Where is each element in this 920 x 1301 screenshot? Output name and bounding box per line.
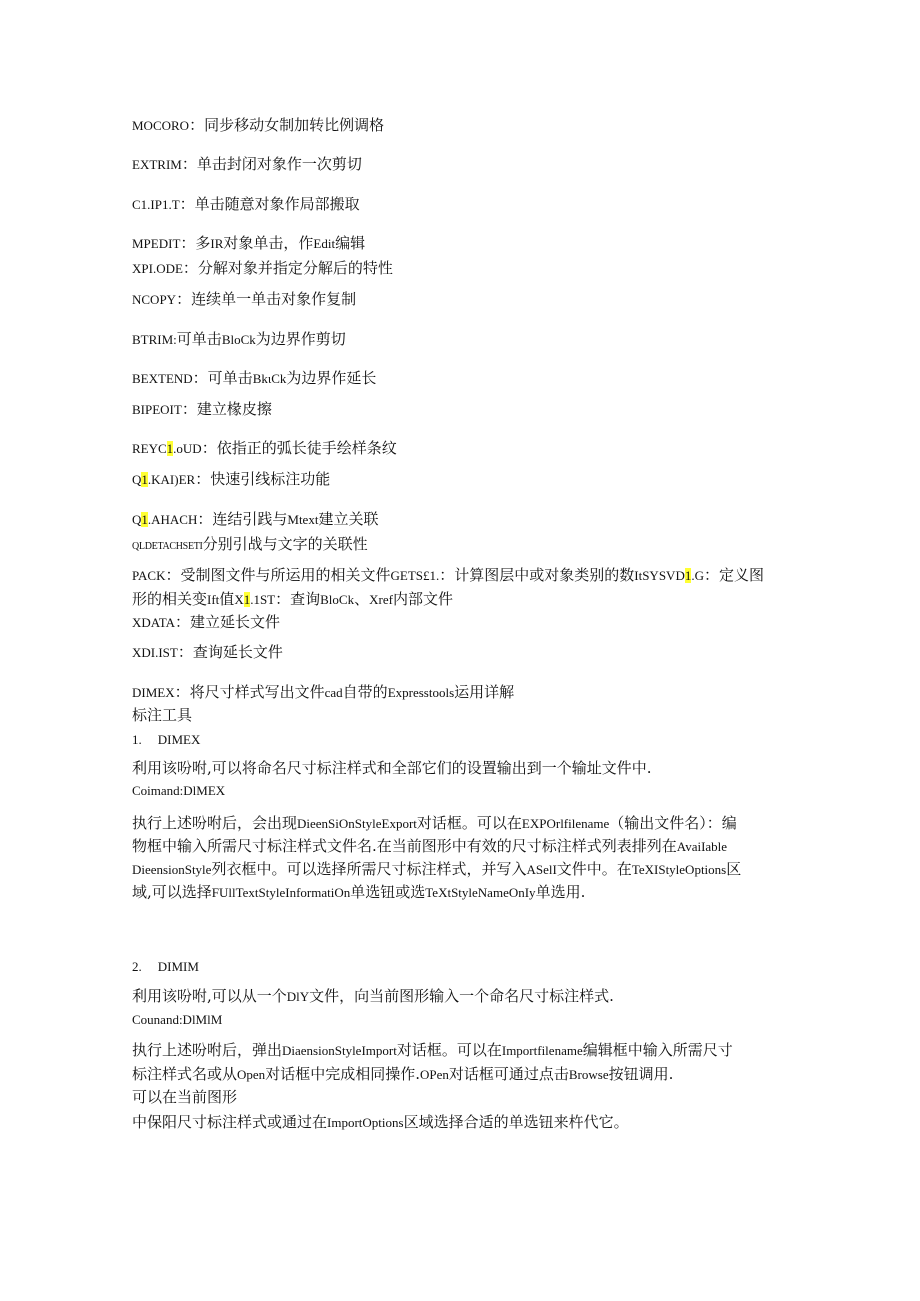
command-name: DIMEX xyxy=(132,685,175,700)
text-segment: ：受制图文件与所运用的相关文件 xyxy=(165,566,391,584)
command-prompt: Coimand:DlMEX xyxy=(132,783,226,798)
command-bextend xyxy=(132,368,792,389)
latin-segment: AvaiIable xyxy=(676,839,728,854)
paragraph-line xyxy=(132,758,792,778)
latin-segment: IR xyxy=(210,236,224,251)
latin-segment: .1ST xyxy=(250,592,276,607)
text-segment: 值 xyxy=(219,590,235,608)
text-segment: 单选钮或选 xyxy=(350,883,426,901)
highlighted-mark: 1 xyxy=(684,568,692,583)
latin-segment: DiaensionStyleImport xyxy=(282,1043,397,1058)
text-segment: 区 xyxy=(726,860,742,878)
command-xplode xyxy=(132,258,792,279)
text-segment: 编辑 xyxy=(335,234,366,252)
latin-segment: ImportOptions xyxy=(327,1115,404,1130)
latin-segment: Bk xyxy=(252,371,268,386)
command-name: BTRIM: xyxy=(132,332,177,347)
command-prompt: Counand:DlMlM xyxy=(132,1012,223,1027)
latin-segment: Ck xyxy=(271,371,287,386)
command-name: XDATA xyxy=(132,615,176,630)
command-xlist-line xyxy=(132,589,792,610)
latin-segment: Xref xyxy=(369,592,393,607)
text-segment: 文件中。在 xyxy=(556,860,632,878)
command-description: ：建立延长文件 xyxy=(175,613,281,631)
command-name: C1.IP1.T xyxy=(132,197,180,212)
text-segment: 域,可以选择 xyxy=(132,883,212,901)
command-description: ：分解对象并指定分解后的特性 xyxy=(182,259,393,277)
text-segment: 利用该吩咐,可以将命名尺寸标注样式和全部它们的设置输出到一个输址文件中. xyxy=(132,759,652,777)
text-segment: 执行上述吩咐后，弹出 xyxy=(132,1041,283,1059)
text-segment: 对象单击，作 xyxy=(223,234,314,252)
text-segment: ：查询 xyxy=(275,590,321,608)
item-title: DIMIM xyxy=(157,959,199,974)
text-segment: 自带的 xyxy=(342,683,388,701)
heading-text: 标注工具 xyxy=(132,706,193,724)
command-description: ：依指正的弧长徒手绘样条纹 xyxy=(201,439,397,457)
command-qlattach xyxy=(132,509,792,530)
command-btrim xyxy=(132,329,792,350)
text-segment: ：可单击 xyxy=(192,369,253,387)
text-segment: 利用该吩咐,可以从一个 xyxy=(132,987,287,1005)
latin-segment: Edit xyxy=(313,236,336,251)
latin-segment: GETS£1. xyxy=(390,568,440,583)
text-segment: 按钮调用. xyxy=(608,1065,674,1083)
paragraph-line xyxy=(132,1040,792,1061)
latin-segment: DlY xyxy=(286,989,310,1004)
command-mpedit xyxy=(132,233,792,254)
text-segment: 为边界作延长 xyxy=(286,369,377,387)
text-segment: 编辑框中输入所需尺寸 xyxy=(582,1041,733,1059)
command-name: QLDETACHSETI xyxy=(132,541,203,552)
highlighted-mark: 1 xyxy=(243,592,251,607)
command-description: ：同步移动女制加转比例调格 xyxy=(189,116,385,134)
command-description: ：查询延长文件 xyxy=(177,643,283,661)
command-name: BIPEOIT xyxy=(132,402,182,417)
numbered-item-2 xyxy=(132,956,792,977)
text-segment: 为边界作剪切 xyxy=(255,330,346,348)
text-segment: 运用详解 xyxy=(454,683,515,701)
command-reycloud xyxy=(132,438,792,459)
command-description: ：建立椽皮擦 xyxy=(181,400,272,418)
command-example xyxy=(132,780,792,801)
latin-segment: OPen xyxy=(419,1067,449,1082)
latin-segment: DieensionStyle xyxy=(132,862,212,877)
text-segment: 区域选择合适的单选钮来杵代它。 xyxy=(403,1113,629,1131)
highlighted-mark: 1 xyxy=(141,472,148,487)
command-extrim xyxy=(132,154,792,175)
text-segment: 对话框。可以在 xyxy=(396,1041,502,1059)
command-name: PACK xyxy=(132,568,166,583)
item-number: 2. xyxy=(132,959,142,974)
text-segment: 对话框。可以在 xyxy=(416,814,522,832)
paragraph-line xyxy=(132,882,792,903)
latin-segment: DieenSiOnStyleExport xyxy=(297,816,417,831)
latin-segment: Mtext xyxy=(287,512,319,527)
paragraph-line xyxy=(132,836,792,857)
command-qldetachset xyxy=(132,534,792,557)
paragraph-line xyxy=(132,1064,792,1085)
latin-segment: .G xyxy=(691,568,704,583)
command-ncopy xyxy=(132,289,792,310)
latin-segment: .AHACH xyxy=(147,512,198,527)
latin-segment: BloCk xyxy=(320,592,355,607)
command-bipeoit xyxy=(132,399,792,420)
paragraph-line xyxy=(132,1087,792,1107)
latin-segment: .oUD xyxy=(173,441,202,456)
text-segment: 物框中输入所需尺寸标注样式文件名.在当前图形中有效的尺寸标注样式列表排列在 xyxy=(132,837,677,855)
command-name: MPEDIT xyxy=(132,236,181,251)
text-segment: ：计算图层中或对象类别的数 xyxy=(439,566,635,584)
command-example xyxy=(132,1009,792,1030)
text-segment: 对话框中完成相同操作. xyxy=(265,1065,420,1083)
paragraph-line xyxy=(132,813,792,834)
command-description: ：单击随意对象作局部搬取 xyxy=(179,195,360,213)
latin-segment: FUllTextStyleInformatiOn xyxy=(211,885,351,900)
text-segment: 文件，向当前图形输入一个命名尺寸标注样式. xyxy=(309,987,614,1005)
latin-segment: TeXtStyleNameOnIy xyxy=(425,885,536,900)
command-name: Q xyxy=(132,472,142,487)
command-pack-line xyxy=(132,565,792,586)
latin-segment: BloCk xyxy=(221,332,256,347)
latin-segment: Importfilename xyxy=(501,1043,583,1058)
latin-segment: Expresstools xyxy=(387,685,455,700)
item-number: 1. xyxy=(132,732,142,747)
latin-segment: ASelI xyxy=(526,862,557,877)
command-name: EXTRIM xyxy=(132,157,182,172)
text-segment: （输出文件名）：编 xyxy=(609,814,737,832)
command-name: XPI.ODE xyxy=(132,261,183,276)
paragraph-line xyxy=(132,1112,792,1133)
command-name: BEXTEND xyxy=(132,371,193,386)
text-segment: 形的相关变 xyxy=(132,590,208,608)
latin-segment: cad xyxy=(324,685,343,700)
command-name: XDI.IST xyxy=(132,645,178,660)
text-segment: 可单击 xyxy=(176,330,222,348)
highlighted-mark: 1 xyxy=(166,441,174,456)
command-description: ：快速引线标注功能 xyxy=(195,470,331,488)
text-segment: 对话框可通过点击 xyxy=(448,1065,569,1083)
command-description: ：单击封闭对象作一次剪切 xyxy=(181,155,362,173)
text-segment: ：多 xyxy=(180,234,211,252)
text-segment: ：连结引践与 xyxy=(197,510,288,528)
command-clipit xyxy=(132,194,792,215)
latin-segment: TeXIStyleOptions xyxy=(631,862,727,877)
numbered-item-1 xyxy=(132,729,792,750)
command-name: NCOPY xyxy=(132,292,177,307)
text-segment: ：定义图 xyxy=(703,566,764,584)
highlighted-mark: 1 xyxy=(141,512,148,527)
command-name: REYC xyxy=(132,441,167,456)
latin-segment: Open xyxy=(237,1067,266,1082)
command-mocoro xyxy=(132,115,792,136)
latin-segment: .KAI)ER xyxy=(147,472,196,487)
section-heading xyxy=(132,705,792,725)
command-xdata xyxy=(132,612,792,633)
latin-segment: ι xyxy=(267,372,272,386)
text-segment: 、 xyxy=(354,590,370,608)
latin-segment: X xyxy=(234,592,244,607)
text-segment: 执行上述吩咐后，会出现 xyxy=(132,814,298,832)
command-description: 分别引战与文字的关联性 xyxy=(202,535,368,553)
text-segment: 中保阳尺寸标注样式或通过在 xyxy=(132,1113,328,1131)
command-xdlist xyxy=(132,642,792,663)
item-title: DIMEX xyxy=(157,732,201,747)
latin-segment: ItSYSVD xyxy=(634,568,685,583)
latin-segment: EXPOrlfilename xyxy=(521,816,610,831)
paragraph-line xyxy=(132,986,792,1007)
latin-segment: Ift xyxy=(207,592,220,607)
text-segment: ：将尺寸样式写出文件 xyxy=(174,683,325,701)
latin-segment: Browse xyxy=(568,1067,609,1082)
paragraph-line xyxy=(132,859,792,880)
text-segment: 标注样式名或从 xyxy=(132,1065,238,1083)
command-dimex-title xyxy=(132,682,792,703)
text-segment: 建立关联 xyxy=(318,510,379,528)
text-segment: 单选用. xyxy=(535,883,586,901)
command-qleader xyxy=(132,469,792,490)
text-segment: 列衣框中。可以选择所需尺寸标注样式，并写入 xyxy=(211,860,527,878)
text-segment: 内部文件 xyxy=(392,590,453,608)
command-name: Q xyxy=(132,512,142,527)
command-name: MOCORO xyxy=(132,118,190,133)
command-description: ：连续单一单击对象作复制 xyxy=(176,290,357,308)
text-segment: 可以在当前图形 xyxy=(132,1088,238,1106)
